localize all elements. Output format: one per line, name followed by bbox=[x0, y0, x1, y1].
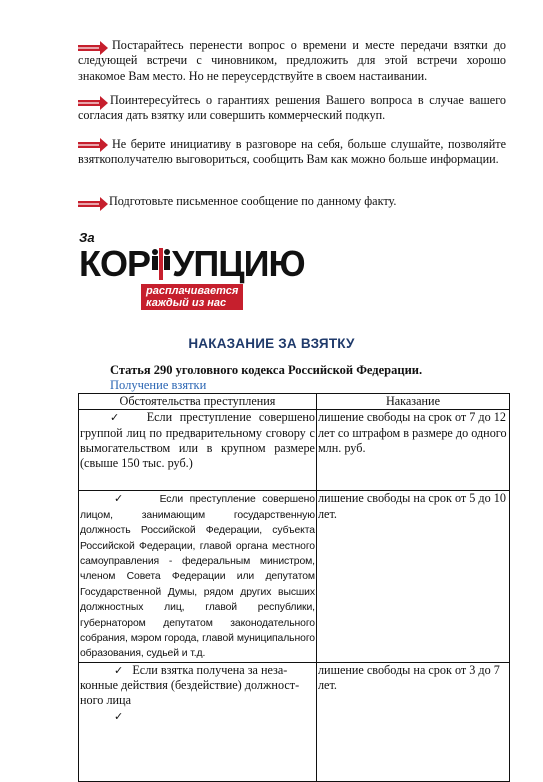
table-row bbox=[79, 662, 510, 781]
table-cell-circumstance bbox=[79, 662, 317, 781]
tip-1: Постарайтесь перенести вопрос о времени и месте передачи взятки до следующей встречи с чиновником, предложить для этой встречи хорошо знакомое Вам место. Но не переусердствуйте в своем настаивании. bbox=[78, 38, 506, 83]
column-header-circumstances: Обстоятельства преступления bbox=[79, 394, 317, 410]
tip-4: Подготовьте письменное сообщение по данному факту. bbox=[109, 194, 397, 208]
penalty-table bbox=[78, 393, 510, 782]
logo-line-1: расплачивается bbox=[146, 285, 239, 297]
circumstance-text: Если преступление совершено лицом, занимающим государственную должность Российской Федерации, субъекта Российской Федерации, главой органа местного самоуправления - федеральным министром, членом Совета Федерации или депутатом Государственной Думы, рядом других высших должностных лиц, главой республики, губернатором депутатом законодательного собрания, мэром города, главой муниципального образования, судьей и т.д. bbox=[80, 494, 315, 660]
column-header-penalty: Наказание bbox=[316, 394, 509, 410]
figures-icon bbox=[150, 246, 172, 280]
article-title: Статья 290 уголовного кодекса Российской Федерации. bbox=[110, 363, 423, 377]
checkmark-icon: ✓ bbox=[114, 709, 124, 723]
tip-2: Поинтересуйтесь о гарантиях решения Вашего вопроса в случае вашего согласия дать взятку или совершить коммерческий подкуп. bbox=[78, 93, 506, 123]
subheading: Получение взятки bbox=[110, 378, 207, 392]
logo-word-right: УПЦИЮ bbox=[172, 243, 305, 284]
tip-3: Не берите инициативу в разговоре на себя, больше слушайте, позволяйте взяткополучателю выговориться, сообщить Вам как можно больше информации. bbox=[78, 137, 506, 167]
table-cell-penalty: лишение свободы на срок от 3 до 7 лет. bbox=[316, 662, 509, 781]
logo-line-2: каждый из нас bbox=[146, 297, 227, 309]
anti-corruption-logo bbox=[79, 230, 305, 312]
page-heading: НАКАЗАНИЕ ЗА ВЗЯТКУ bbox=[188, 336, 355, 351]
table-cell-circumstance bbox=[79, 491, 317, 662]
table-row bbox=[79, 410, 510, 491]
table-header-row bbox=[79, 394, 510, 410]
logo-word-left: КОР bbox=[79, 243, 150, 284]
checkmark-icon: ✓ bbox=[114, 492, 127, 506]
table-cell-circumstance bbox=[79, 410, 317, 491]
circumstance-text: Если преступление совершено группой лиц по предварительному сговору с вымогательством или в крупном размере (свыше 150 тыс. руб.) bbox=[80, 410, 315, 471]
logo-za: За bbox=[79, 230, 95, 245]
checkmark-icon: ✓ bbox=[114, 663, 124, 677]
table-cell-penalty: лишение свободы на срок от 5 до 10 лет. bbox=[316, 491, 509, 662]
table-cell-penalty: лишение свободы на срок от 7 до 12 лет со штрафом в размере до одного млн. руб. bbox=[316, 410, 509, 491]
checkmark-icon: ✓ bbox=[110, 411, 124, 425]
circumstance-text: Если взятка получена за неза- конные действия (бездействие) должност- ного лица bbox=[80, 662, 300, 708]
table-row bbox=[79, 491, 510, 662]
